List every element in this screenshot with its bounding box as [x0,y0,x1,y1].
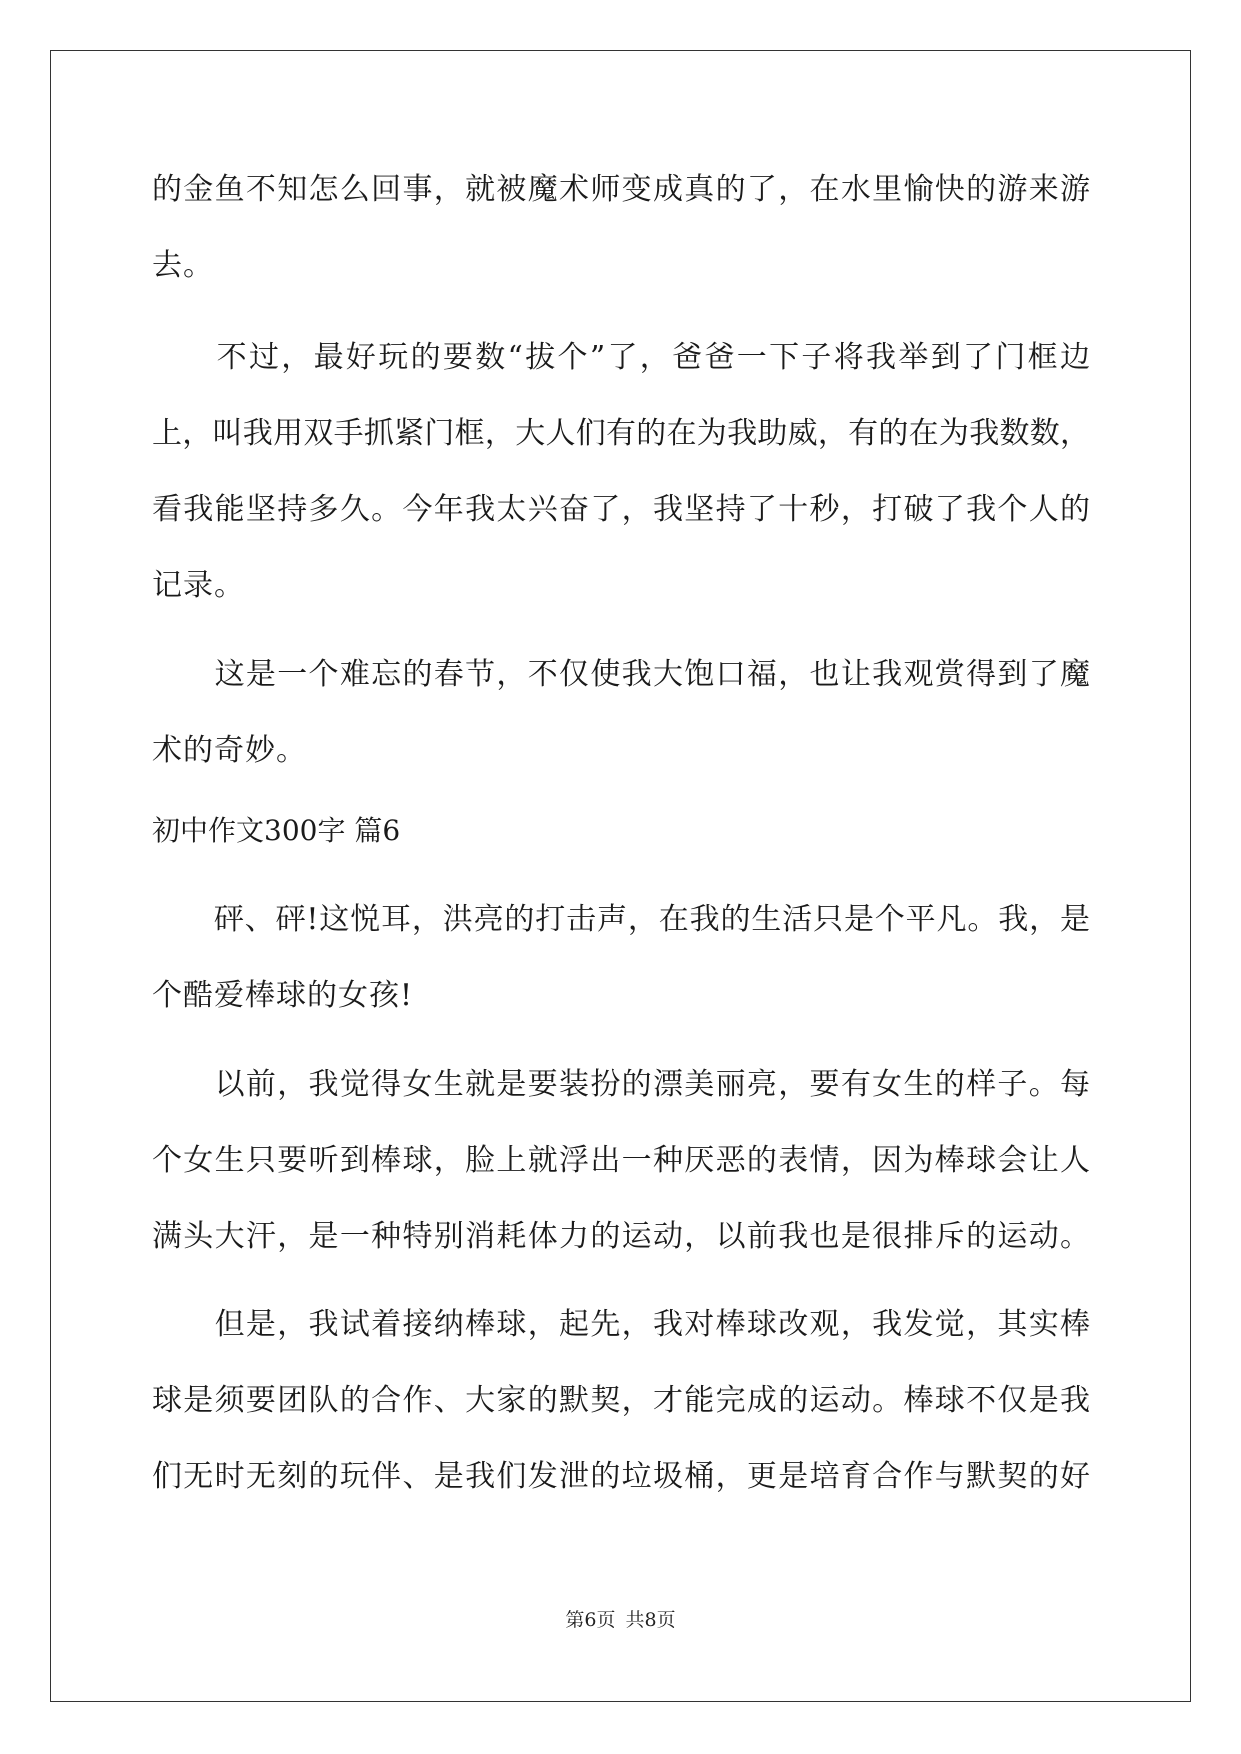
page-border [50,50,1191,1702]
text-line: 满头大汗，是一种特别消耗体力的运动，以前我也是很排斥的运动。 [152,1219,1090,1254]
text-line: 个女生只要听到棒球，脸上就浮出一种厌恶的表情，因为棒球会让人 [152,1143,1090,1178]
text-line: 但是，我试着接纳棒球，起先，我对棒球改观，我发觉，其实棒 [152,1307,1090,1342]
text-line: 不过，最好玩的要数“拔个”了，爸爸一下子将我举到了门框边 [152,340,1090,375]
page-number: 第6页 [565,1609,616,1631]
text-line: 去。 [152,248,214,283]
text-line: 球是须要团队的合作、大家的默契，才能完成的运动。棒球不仅是我 [152,1383,1090,1418]
text-line: 个酷爱棒球的女孩! [152,978,414,1013]
text-line: 这是一个难忘的春节，不仅使我大饱口福，也让我观赏得到了魔 [152,657,1090,692]
page-total: 共8页 [625,1609,676,1631]
text-line: 以前，我觉得女生就是要装扮的漂美丽亮，要有女生的样子。每 [152,1067,1090,1102]
text-line: 术的奇妙。 [152,733,307,768]
page-footer [0,1608,1241,1632]
text-line: 上，叫我用双手抓紧门框，大人们有的在为我助威，有的在为我数数， [152,416,1090,451]
text-line: 看我能坚持多久。今年我太兴奋了，我坚持了十秒，打破了我个人的 [152,492,1090,527]
section-heading: 初中作文300字 篇6 [152,814,401,847]
text-line: 砰、砰!这悦耳，洪亮的打击声，在我的生活只是个平凡。我，是 [152,902,1090,937]
text-line: 的金鱼不知怎么回事，就被魔术师变成真的了，在水里愉快的游来游 [152,172,1090,207]
text-line: 记录。 [152,568,245,603]
text-line: 们无时无刻的玩伴、是我们发泄的垃圾桶，更是培育合作与默契的好 [152,1459,1090,1494]
